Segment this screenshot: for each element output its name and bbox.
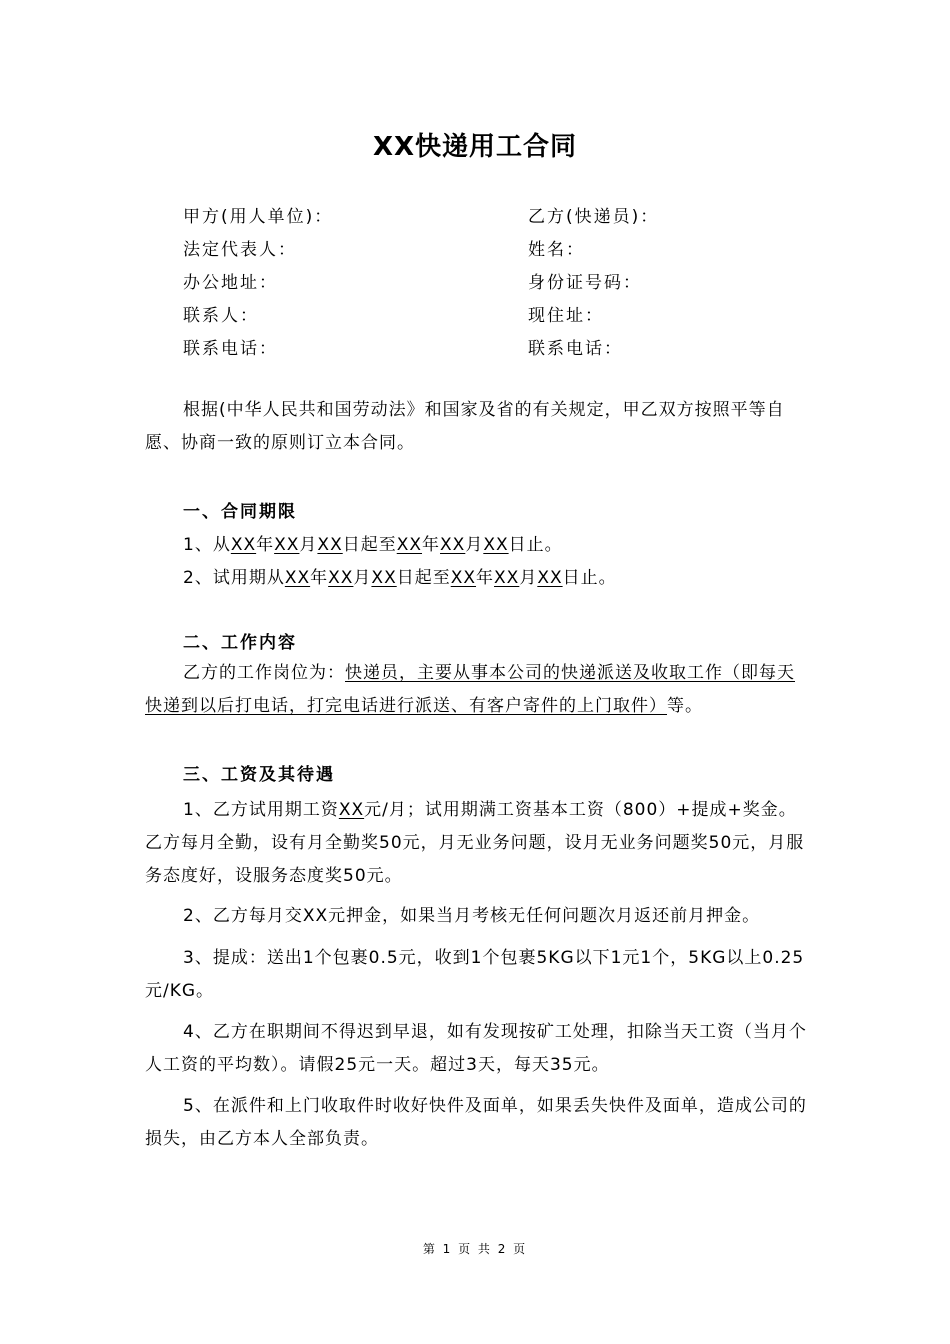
party-a-rep-label: 法定代表人： — [183, 240, 297, 260]
section3-item3: 3、提成：送出1个包裹0.5元，收到1个包裹5KG以下1元1个，5KG以上0.25元/KG。 — [145, 948, 805, 1001]
page-footer: 第 1 页 共 2 页 — [422, 1242, 528, 1256]
party-b-address-label: 现住址： — [528, 306, 604, 326]
section1-heading: 一、合同期限 — [183, 502, 297, 522]
party-a-address-label: 办公地址： — [183, 273, 278, 293]
section3-heading: 三、工资及其待遇 — [183, 765, 335, 785]
section1-item1: 1、从XX年XX月XX日起至XX年XX月XX日止。 — [183, 535, 563, 555]
section1-item2: 2、试用期从XX年XX月XX日起至XX年XX月XX日止。 — [183, 568, 617, 588]
section2-paragraph: 乙方的工作岗位为：快递员，主要从事本公司的快递派送及收取工作（即每天快递到以后打电话，打完电话进行派送、有客户寄件的上门取件）等。 — [145, 663, 795, 716]
section3-item1: 1、乙方试用期工资XX元/月；试用期满工资基本工资（800）+提成+奖金。乙方每月全勤，设有月全勤奖50元，月无业务问题，设月无业务问题奖50元，月服务态度好，设服务态度奖50元。 — [145, 800, 805, 886]
party-b-name-label: 乙方(快递员)： — [528, 207, 660, 227]
section3-item4: 4、乙方在职期间不得迟到早退，如有发现按矿工处理，扣除当天工资（当月个人工资的平均数）。请假25元一天。超过3天，每天35元。 — [145, 1022, 807, 1075]
party-a-phone-label: 联系电话： — [183, 339, 278, 359]
job-duty: 快递员，主要从事本公司的快递派送及收取工作（即每天快递到以后打电话，打完电话进行派送、有客户寄件的上门取件） — [145, 663, 795, 716]
party-b-person-label: 姓名： — [528, 240, 585, 260]
section2-heading: 二、工作内容 — [183, 633, 297, 653]
document-title: XX快递用工合同 — [372, 132, 578, 162]
party-b-id-label: 身份证号码： — [528, 273, 642, 293]
party-a-contact-label: 联系人： — [183, 306, 259, 326]
party-a-name-label: 甲方(用人单位)： — [183, 207, 334, 227]
section3-item2: 2、乙方每月交XX元押金，如果当月考核无任何问题次月返还前月押金。 — [183, 906, 761, 926]
section3-item5: 5、在派件和上门收取件时收好快件及面单，如果丢失快件及面单，造成公司的损失，由乙方本人全部负责。 — [145, 1096, 807, 1149]
intro-paragraph: 根据(中华人民共和国劳动法》和国家及省的有关规定，甲乙双方按照平等自愿、协商一致的原则订立本合同。 — [145, 400, 785, 453]
party-b-phone-label: 联系电话： — [528, 339, 623, 359]
